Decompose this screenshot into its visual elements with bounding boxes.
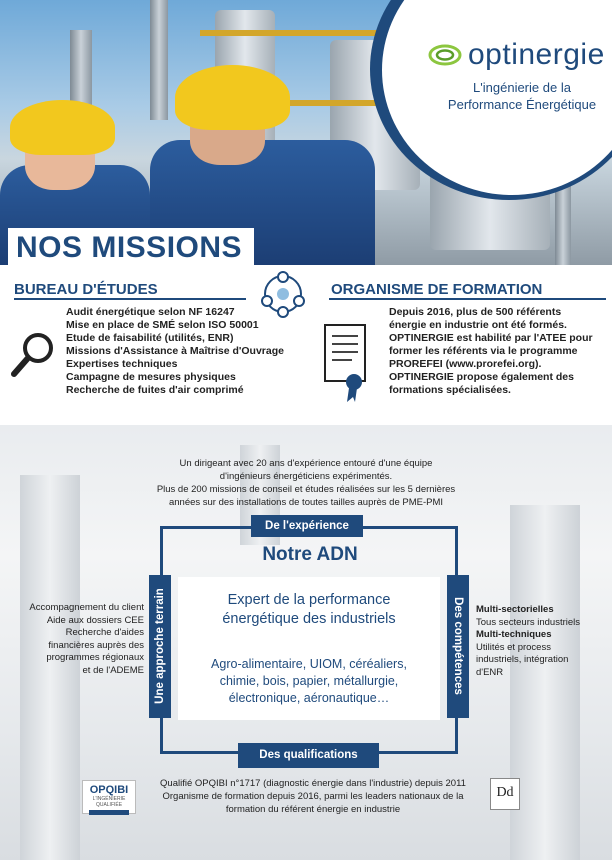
list-item: Etude de faisabilité (utilités, ENR) (66, 332, 234, 344)
quals-line: formation du référent énergie en industrie (225, 804, 401, 815)
list-item: Multi-techniques (476, 629, 552, 640)
sectors-text (178, 656, 440, 707)
formation-title: ORGANISME DE FORMATION (331, 281, 543, 298)
tagline-line: L'ingénierie de la (473, 80, 571, 95)
list-item: Depuis 2016, plus de 500 référents (389, 306, 562, 318)
list-item: énergie en industrie ont été formés. (389, 319, 567, 331)
tab-qualifications: Des qualifications (238, 743, 379, 768)
magnifier-icon (10, 330, 56, 380)
list-item: Accompagnement du client (29, 602, 144, 613)
list-item: Mise en place de SMÉ selon ISO 50001 (66, 319, 259, 331)
list-item: Recherche de fuites d'air comprimé (66, 384, 244, 396)
brand-tagline (432, 79, 612, 113)
formation-underline (329, 298, 606, 300)
missions-heading-box (8, 228, 254, 267)
adn-title: Notre ADN (262, 544, 358, 565)
sectors-line: électronique, aéronautique… (228, 691, 390, 705)
dd-wordmark: Dd (496, 785, 514, 800)
list-item: Tous secteurs industriels (476, 616, 581, 628)
opqibi-subtitle: L'INGÉNIERIE QUALIFIÉE (92, 796, 126, 808)
list-item: financières auprès des (48, 639, 144, 651)
missions-heading: NOS MISSIONS (16, 231, 243, 264)
sectors-line: Agro-alimentaire, UIOM, céréaliers, (211, 657, 407, 671)
list-item: OPTINERGIE est habilité par l'ATEE pour (389, 332, 593, 344)
opqibi-logo (82, 780, 136, 814)
swirl-logo-icon (428, 43, 462, 67)
list-item: d'ENR (476, 666, 504, 678)
list-item: OPTINERGIE propose également des (389, 371, 574, 383)
datadock-logo (490, 778, 520, 810)
list-item: Aide aux dossiers CEE (46, 614, 144, 626)
expert-line: énergétique des industriels (222, 611, 396, 627)
list-item: former les référents via le programme (389, 345, 578, 357)
ring-label: Société de Conseil Indépendante (389, 49, 495, 188)
list-item: industriels, intégration (476, 654, 569, 665)
list-item: programmes régionaux (46, 652, 144, 663)
logo-wordmark: optinergie (468, 38, 605, 71)
intro-line: Un dirigeant avec 20 ans d'expérience entouré d'une équipe (179, 458, 433, 469)
intro-line: années sur des installations de toutes tailles auprès de PME-PMI (168, 497, 444, 508)
bg-pillar (510, 505, 580, 860)
bureau-underline (14, 298, 246, 300)
opqibi-bar (89, 810, 129, 815)
list-item: formations spécialisées. (389, 384, 511, 396)
approche-list (8, 602, 144, 677)
certificate-icon (322, 322, 370, 408)
quals-line: Qualifié OPQIBI n°1717 (diagnostic énergie dans l'industrie) depuis 2011 (160, 778, 466, 789)
formation-list (389, 306, 593, 397)
tab-competences-label: Des compétences (452, 597, 464, 695)
tab-experience: De l'expérience (251, 515, 363, 537)
intro-line: d'ingénieurs énergéticiens expérimentés. (219, 471, 393, 482)
list-item: Utilités et process (476, 641, 551, 653)
list-item: Recherche d'aides (65, 627, 144, 638)
list-item: Campagne de mesures physiques (66, 371, 236, 383)
team-icon (257, 268, 309, 320)
tab-competences (447, 575, 469, 718)
intro-text (140, 457, 472, 509)
competences-list (476, 604, 608, 679)
list-item: Expertises techniques (66, 358, 178, 370)
sectors-line: chimie, bois, papier, métallurgie, (219, 674, 399, 688)
expert-line: Expert de la performance (227, 592, 391, 608)
list-item: Multi-sectorielles (476, 604, 554, 615)
list-item: Audit énergétique selon NF 16247 (66, 306, 235, 318)
bureau-title: BUREAU D'ÉTUDES (14, 281, 158, 298)
brand-logo (428, 38, 605, 72)
bureau-list (66, 306, 284, 397)
prorefei-line: PROREFEI (www.prorefei.org). (389, 358, 542, 370)
tab-approche-label: Une approche terrain (154, 588, 166, 704)
list-item: Missions d'Assistance à Maîtrise d'Ouvrage (66, 345, 284, 357)
tab-approche-terrain (149, 575, 171, 718)
opqibi-wordmark: OPQIBI (89, 784, 129, 796)
intro-line: Plus de 200 missions de conseil et études réalisées sur les 5 dernières (156, 484, 456, 495)
quals-line: Organisme de formation depuis 2016, parmi les leaders nationaux de la (162, 791, 464, 802)
tagline-line: Performance Énergétique (447, 97, 597, 112)
expert-text (178, 591, 440, 629)
list-item: et de l'ADEME (82, 664, 144, 676)
qualifications-text (142, 777, 484, 816)
